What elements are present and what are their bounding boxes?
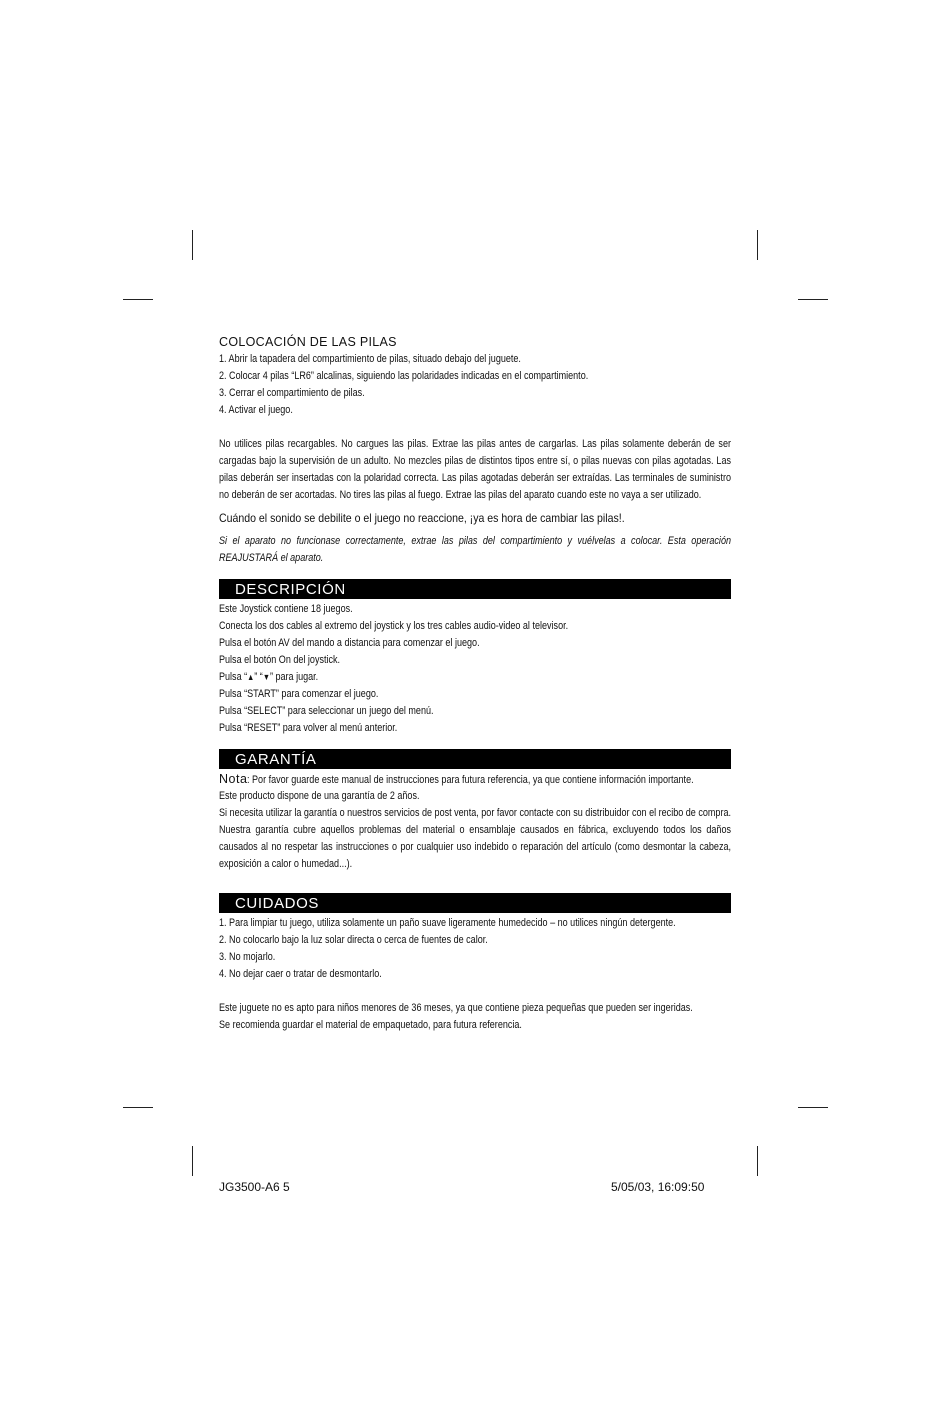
descripcion-line: Este Joystick contiene 18 juegos. xyxy=(219,603,353,615)
footer-timestamp: 5/05/03, 16:09:50 xyxy=(611,1180,705,1194)
crop-mark-bottom-right-horizontal xyxy=(798,1107,828,1108)
pilas-step: 1. Abrir la tapadera del compartimiento de pilas, situado debajo del juguete. xyxy=(219,353,521,365)
page-content xyxy=(219,334,731,1034)
reset-note: Si el aparato no funcionase correctamente, extrae las pilas del compartimiento y vuélvelas a colocar. Esta operación REAJUSTARÁ el aparato. xyxy=(219,535,731,564)
descripcion-line: Pulsa “START” para comenzar el juego. xyxy=(219,688,379,700)
battery-warning: No utilices pilas recargables. No cargues las pilas. Extrae las pilas antes de cargarlas. Las pilas solamente deberán de ser cargadas bajo la supervisión de un adulto. No mezcles pilas de distintos tipos entre sí, o pilas nuevas con pilas agotadas. Las pilas deberán ser insertadas con la polaridad correcta. Las pilas agotadas deberán ser extraídas. Las terminales de suministro no deberán de ser acortadas. No tires las pilas al fuego. Extrae las pilas del aparato cuando este no vaya a ser utilizado. xyxy=(219,438,731,501)
descripcion-heading: DESCRIPCIÓN xyxy=(219,579,731,599)
weak-sound-note: Cuándo el sonido se debilite o el juego no reaccione, ¡ya es hora de cambiar las pilas!. xyxy=(219,511,625,525)
garantia-nota: Nota: Por favor guarde este manual de instrucciones para futura referencia, ya que contiene información importante. xyxy=(219,772,695,786)
garantia-paragraph: Si necesita utilizar la garantía o nuestros servicios de post venta, por favor contacte con su distribuidor con el recibo de compra. Nuestra garantía cubre aquellos problemas del material o ensamblaje causados en fábrica, excluyendo todos los daños causados al no respetar las instrucciones o por cualquier uso indebido o reparación del artículo (como desmontar la cabeza, exposición a calor o humedad...). xyxy=(219,807,731,870)
packaging-note: Se recomienda guardar el material de empaquetado, para futura referencia. xyxy=(219,1019,522,1031)
cuidados-item: 1. Para limpiar tu juego, utiliza solamente un paño suave ligeramente humedecido – no utilices ningún detergente. xyxy=(219,917,676,929)
pilas-step: 3. Cerrar el compartimiento de pilas. xyxy=(219,387,365,399)
crop-mark-bottom-right-vertical xyxy=(757,1146,758,1176)
descripcion-line: Pulsa el botón AV del mando a distancia para comenzar el juego. xyxy=(219,637,480,649)
descripcion-line: Pulsa el botón On del joystick. xyxy=(219,654,341,666)
crop-mark-top-right-vertical xyxy=(757,230,758,260)
footer-document-code: JG3500-A6 5 xyxy=(219,1180,290,1194)
cuidados-heading: CUIDADOS xyxy=(219,893,731,913)
cuidados-item: 3. No mojarlo. xyxy=(219,951,276,963)
arrow-down-icon: ▼ xyxy=(262,672,270,682)
arrow-up-icon: ▲ xyxy=(247,672,255,682)
crop-mark-top-right-horizontal xyxy=(798,299,828,300)
crop-mark-top-left-vertical xyxy=(192,230,193,260)
descripcion-line: Pulsa “▲” “▼” para jugar. xyxy=(219,671,319,683)
descripcion-line: Pulsa “SELECT” para seleccionar un juego del menú. xyxy=(219,705,434,717)
cuidados-item: 2. No colocarlo bajo la luz solar directa o cerca de fuentes de calor. xyxy=(219,934,488,946)
garantia-line: Este producto dispone de una garantía de 2 años. xyxy=(219,790,420,802)
descripcion-line: Pulsa “RESET” para volver al menú anterior. xyxy=(219,722,398,734)
crop-mark-bottom-left-horizontal xyxy=(123,1107,153,1108)
pilas-step: 2. Colocar 4 pilas “LR6” alcalinas, siguiendo las polaridades indicadas en el compartimiento. xyxy=(219,370,589,382)
pilas-step: 4. Activar el juego. xyxy=(219,404,293,416)
garantia-heading: GARANTÍA xyxy=(219,749,731,769)
cuidados-item: 4. No dejar caer o tratar de desmontarlo. xyxy=(219,968,382,980)
crop-mark-top-left-horizontal xyxy=(123,299,153,300)
pilas-heading: COLOCACIÓN DE LAS PILAS xyxy=(219,335,397,349)
age-warning: Este juguete no es apto para niños menores de 36 meses, ya que contiene pieza pequeñas que pueden ser ingeridas. xyxy=(219,1002,693,1014)
nota-label: Nota xyxy=(219,772,248,786)
crop-mark-bottom-left-vertical xyxy=(192,1146,193,1176)
descripcion-line: Conecta los dos cables al extremo del joystick y los tres cables audio-video al televisor. xyxy=(219,620,569,632)
